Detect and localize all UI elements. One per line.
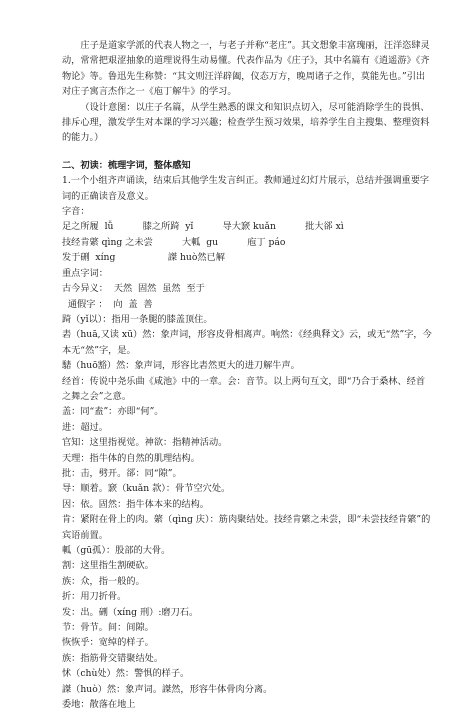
vocab-line: 割：这里指生割硬砍。 (62, 560, 154, 572)
vocab-line: 进：超过。 (62, 421, 108, 433)
vocab-line: 发：出。硎（xíng 刑）:磨刀石。 (62, 606, 199, 618)
instruction-paragraph: 1.一个小组齐声诵读，结束后其他学生发言纠正。教师通过幻灯片展示，总结并强调重要字词的正确读音及意义。 (62, 175, 430, 202)
vocab-line: 批：击，劈开。郤：同“隙”。 (62, 467, 182, 479)
vocab-line: 怵（chù处）然：警惧的样子。 (62, 668, 190, 680)
vocab-line: 字音： (62, 206, 90, 218)
vocab-line: 足之所履 lǚ 膝之所踦 yǐ 导大窾 kuǎn 批大郤 xì (62, 221, 344, 233)
vocab-line: 砉（huā,又读 xū）然：象声词，形容皮骨相离声。响然：《经典释文》云，或无“然”字，今本无“然”字，是。 (62, 329, 432, 356)
vocab-line: 因：依。固然：指牛体本来的结构。 (62, 498, 209, 510)
vocab-line: 节：骨节。间：间隙。 (62, 622, 154, 634)
vocab-line: 肯：紧附在骨上的肉。綮（qìng 庆）：筋肉聚结处。技经肯綮之未尝，即“未尝技经肯綮”的宾语前置。 (62, 514, 431, 541)
vocab-line: 委地：散落在地上 (62, 699, 136, 711)
vocab-line: 发于硎 xíng 謋 huò然已解 (62, 252, 225, 264)
vocab-line: 折：用刀折骨。 (62, 591, 127, 603)
vocab-line: 导：顺着。窾（kuǎn 款）：骨节空穴处。 (62, 483, 231, 495)
vocab-line: 騞（huō豁）然：象声词，形容比砉然更大的进刀解牛声。 (62, 360, 300, 372)
vocab-line: 族：指筋骨交错聚结处。 (62, 652, 164, 664)
intro-paragraph: 庄子是道家学派的代表人物之一，与老子并称“老庄”。其文想象丰富瑰丽，汪洋恣肆灵动，常常把艰涩抽象的道理说得生动易懂。代表作品为《庄子》，其中名篇有《逍遥游》《齐物论》等。鲁迅先生称赞：“其文则汪洋辟阖，仪态万方，晚周诸子之作，莫能先也。”引出对庄子寓言杰作之一《庖丁解牛》的学习。 (62, 40, 430, 98)
vocab-line: 官知：这里指视觉。神欲：指精神活动。 (62, 437, 228, 449)
vocab-line: 通假字 ： 向 盖 善 (62, 298, 153, 310)
vocab-line: 技经肯綮 qìng 之未尝 大軱 gu 庖丁 páo (62, 236, 286, 248)
vocab-line: 天理：指牛体的自然的肌理结构。 (62, 452, 200, 464)
section-heading: 二、初读：梳理字词，整体感知 (62, 159, 191, 171)
vocab-line: 族：众，指一般的。 (62, 575, 145, 587)
vocab-line: 恢恢乎：宽绰的样子。 (62, 637, 154, 649)
vocab-line: 踦（yǐ以）：指用一条腿的膝盖顶住。 (62, 313, 213, 325)
vocab-line: 盖：同“盍”：亦即“何”。 (62, 406, 164, 418)
vocab-line: 经首：传说中尧乐曲《咸池》中的一章。会：音节。以上两句互文，即“乃合于桑林、经首之舞之会”之意。 (62, 375, 426, 402)
vocab-line: 軱（gū孤）：股部的大骨。 (62, 545, 171, 556)
vocabulary-list (62, 204, 432, 712)
vocab-line: 重点字词： (62, 267, 108, 279)
vocab-line: 謋（huò）然：象声词。謋然，形容牛体骨肉分离。 (62, 683, 273, 695)
design-intent-paragraph: （设计意图：以庄子名篇，从学生熟悉的课文和知识点切入，尽可能消除学生的畏惧、排斥心理，激发学生对本课的学习兴趣；检查学生预习效果，培养学生自主搜集、整理资料的能力。） (62, 101, 430, 144)
vocab-line: 古今异义： 天然 固然 虽然 至于 (62, 283, 205, 295)
